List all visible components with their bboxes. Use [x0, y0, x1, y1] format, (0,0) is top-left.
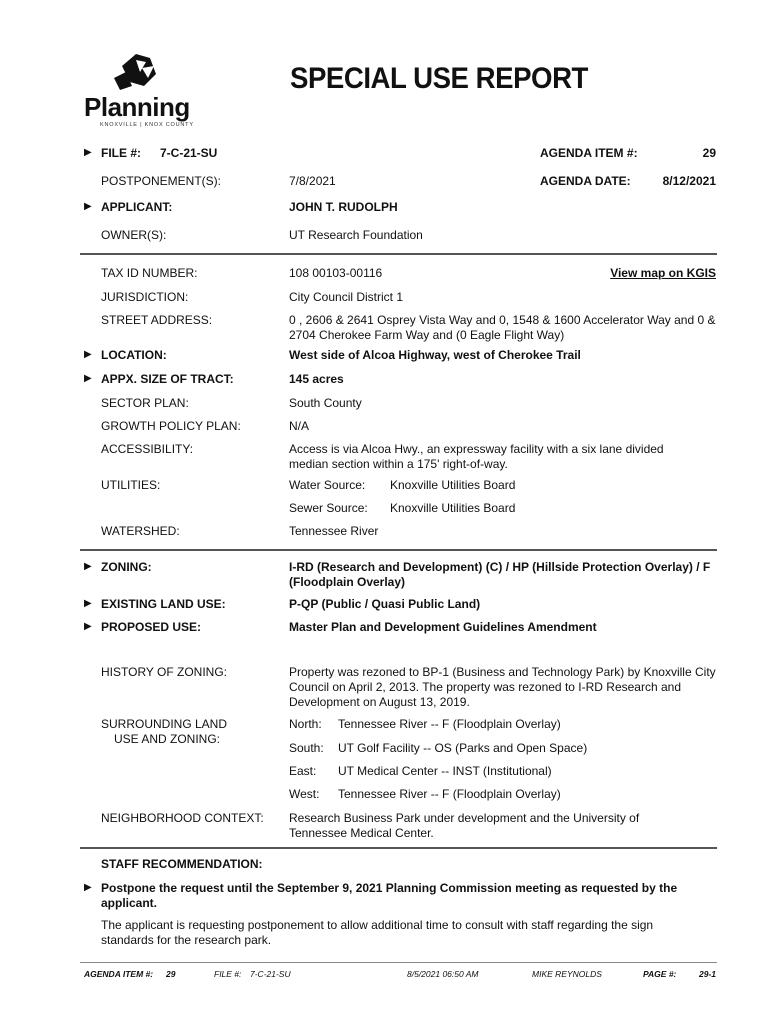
bullet-arrow-icon: ▶	[84, 349, 92, 360]
bullet-arrow-icon: ▶	[84, 147, 92, 158]
watershed-value: Tennessee River	[289, 524, 379, 538]
street-address-label: STREET ADDRESS:	[101, 313, 213, 327]
history-of-zoning-label: HISTORY OF ZONING:	[101, 665, 228, 679]
growth-policy-label: GROWTH POLICY PLAN:	[101, 419, 241, 433]
owner-value: UT Research Foundation	[289, 228, 423, 242]
jurisdiction-label: JURISDICTION:	[101, 290, 189, 304]
agenda-date-value: 8/12/2021	[662, 174, 716, 188]
kgis-map-link[interactable]: View map on KGIS	[610, 266, 716, 280]
existing-land-use-value: P-QP (Public / Quasi Public Land)	[289, 597, 481, 611]
tract-size-label: APPX. SIZE OF TRACT:	[101, 372, 234, 386]
north-label: North:	[289, 717, 322, 731]
street-address-value: 0 , 2606 & 2641 Osprey Vista Way and 0, 1548 & 1600 Accelerator Way and 0 & 2704 Cherokee Farm Way and (0 Eagle Flight Way)	[289, 313, 716, 342]
location-value: West side of Alcoa Highway, west of Cherokee Trail	[289, 348, 581, 362]
footer-divider	[80, 962, 717, 963]
staff-explanation: The applicant is requesting postponement to allow additional time to consult with staff regarding the sign standards for the research park.	[101, 918, 654, 947]
tax-id-value: 108 00103-00116	[289, 266, 383, 280]
footer-agenda-label: AGENDA ITEM #:	[84, 969, 154, 979]
surrounding-label-line2: USE AND ZONING:	[114, 732, 221, 746]
east-value: UT Medical Center -- INST (Institutional)	[338, 764, 552, 778]
history-of-zoning-value: Property was rezoned to BP-1 (Business and Technology Park) by Knoxville City Council on April 2, 2013. The property was rezoned to I-RD Research and Development on August 13, 2019.	[289, 665, 716, 709]
bullet-arrow-icon: ▶	[84, 621, 92, 632]
neighborhood-label: NEIGHBORHOOD CONTEXT:	[101, 811, 264, 825]
agenda-date-label: AGENDA DATE:	[540, 174, 631, 188]
accessibility-label: ACCESSIBILITY:	[101, 442, 194, 456]
footer-file-value: 7-C-21-SU	[250, 969, 291, 979]
footer-timestamp: 8/5/2021 06:50 AM	[407, 969, 479, 979]
staff-recommendation-heading: STAFF RECOMMENDATION:	[101, 857, 263, 871]
tract-size-value: 145 acres	[289, 372, 344, 386]
utilities-label: UTILITIES:	[101, 478, 161, 492]
zoning-label: ZONING:	[101, 560, 152, 574]
footer-agenda-value: 29	[166, 969, 176, 979]
applicant-label: APPLICANT:	[101, 200, 173, 214]
sewer-source-label: Sewer Source:	[289, 501, 368, 515]
growth-policy-value: N/A	[289, 419, 310, 433]
section-divider	[80, 847, 717, 849]
footer-page-label: PAGE #:	[643, 969, 677, 979]
bullet-arrow-icon: ▶	[84, 373, 92, 384]
zoning-value: I-RD (Research and Development) (C) / HP (Hillside Protection Overlay) / F (Floodplain Overlay)	[289, 560, 711, 589]
file-value: 7-C-21-SU	[160, 146, 218, 160]
bullet-arrow-icon: ▶	[84, 598, 92, 609]
file-label: FILE #:	[101, 146, 142, 160]
sewer-source-value: Knoxville Utilities Board	[390, 501, 516, 515]
north-value: Tennessee River -- F (Floodplain Overlay)	[338, 717, 561, 731]
tax-id-label: TAX ID NUMBER:	[101, 266, 198, 280]
footer-author: MIKE REYNOLDS	[532, 969, 602, 979]
east-label: East:	[289, 764, 317, 778]
postponements-value: 7/8/2021	[289, 174, 336, 188]
proposed-use-label: PROPOSED USE:	[101, 620, 202, 634]
surrounding-label-line1: SURROUNDING LAND	[101, 717, 228, 731]
agenda-item-value: 29	[702, 146, 716, 160]
bullet-arrow-icon: ▶	[84, 882, 92, 893]
section-divider	[80, 253, 717, 255]
staff-recommendation: Postpone the request until the September 9, 2021 Planning Commission meeting as requested by the applicant.	[101, 881, 678, 910]
south-value: UT Golf Facility -- OS (Parks and Open Space)	[338, 741, 588, 755]
sector-plan-label: SECTOR PLAN:	[101, 396, 189, 410]
jurisdiction-value: City Council District 1	[289, 290, 404, 304]
postponements-label: POSTPONEMENT(S):	[101, 174, 222, 188]
logo-subtitle: KNOXVILLE | KNOX COUNTY	[100, 122, 194, 128]
accessibility-value: Access is via Alcoa Hwy., an expressway facility with a six lane divided median section within a 175' right-of-way.	[289, 442, 664, 471]
neighborhood-value: Research Business Park under development and the University of Tennessee Medical Center.	[289, 811, 640, 840]
footer-file-label: FILE #:	[214, 969, 242, 979]
existing-land-use-label: EXISTING LAND USE:	[101, 597, 226, 611]
south-label: South:	[289, 741, 324, 755]
footer-page-value: 29-1	[698, 969, 716, 979]
west-value: Tennessee River -- F (Floodplain Overlay)	[338, 787, 561, 801]
proposed-use-value: Master Plan and Development Guidelines Amendment	[289, 620, 597, 634]
applicant-value: JOHN T. RUDOLPH	[289, 200, 398, 214]
west-label: West:	[289, 787, 320, 801]
owner-label: OWNER(S):	[101, 228, 167, 242]
bullet-arrow-icon: ▶	[84, 561, 92, 572]
watershed-label: WATERSHED:	[101, 524, 180, 538]
logo-wordmark: Planning	[84, 92, 190, 122]
agenda-item-label: AGENDA ITEM #:	[540, 146, 638, 160]
location-label: LOCATION:	[101, 348, 167, 362]
section-divider	[80, 549, 717, 551]
sector-plan-value: South County	[289, 396, 362, 410]
water-source-value: Knoxville Utilities Board	[390, 478, 516, 492]
report-title: SPECIAL USE REPORT	[290, 62, 588, 95]
water-source-label: Water Source:	[289, 478, 366, 492]
bullet-arrow-icon: ▶	[84, 201, 92, 212]
